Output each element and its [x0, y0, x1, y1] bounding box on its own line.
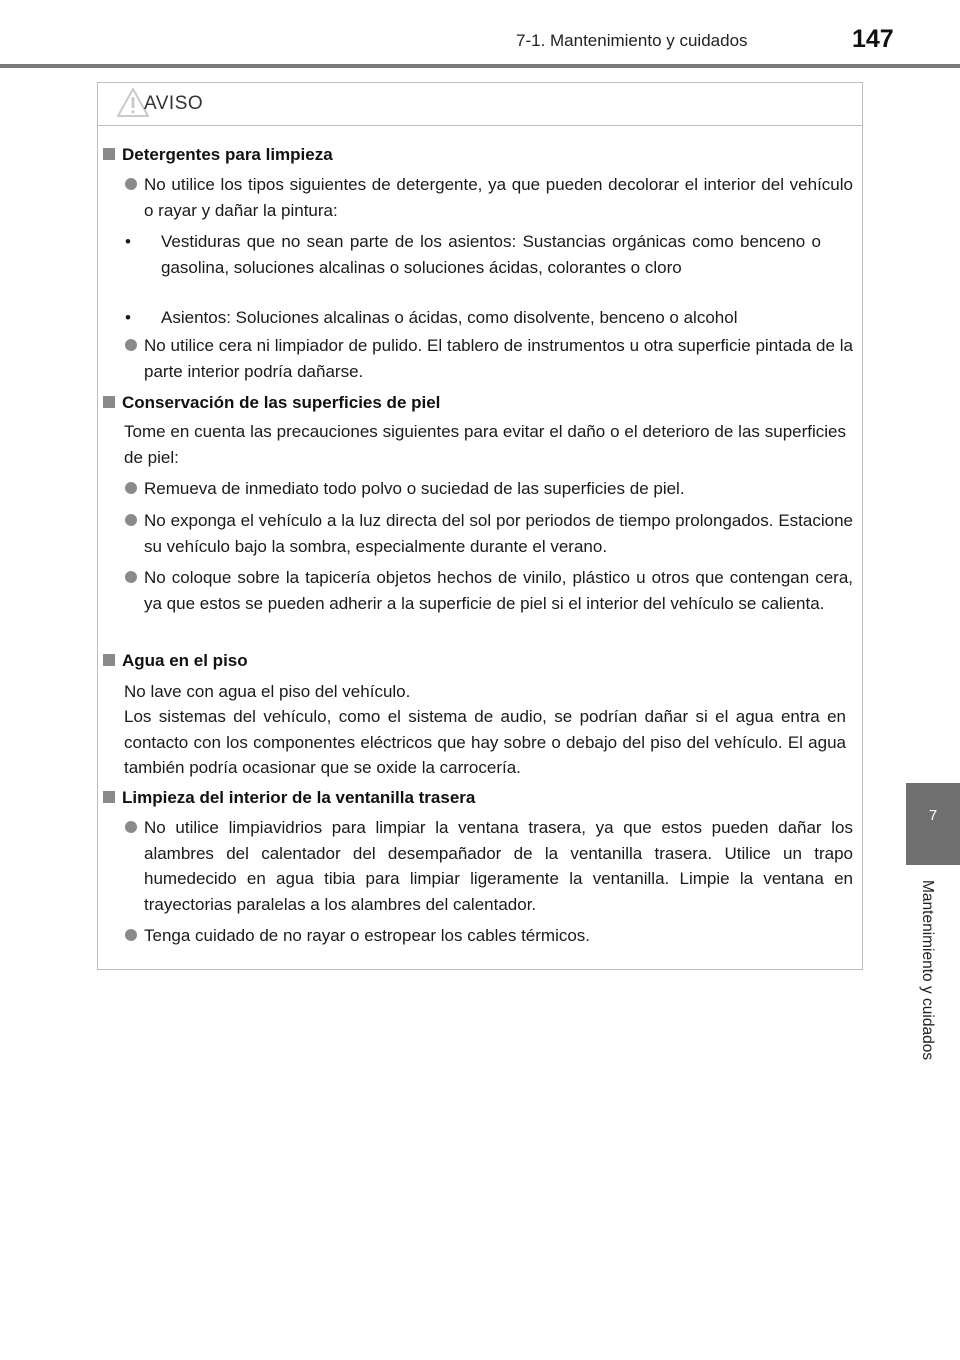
circle-bullet-icon — [125, 514, 137, 526]
circle-bullet-icon — [125, 178, 137, 190]
warning-notice — [97, 82, 863, 970]
circle-bullet-icon — [125, 571, 137, 583]
circle-bullet-icon — [125, 482, 137, 494]
circle-bullet-icon — [125, 821, 137, 833]
section-heading: Agua en el piso — [103, 648, 248, 674]
sub-item: • Vestiduras que no sean parte de los asientos: Sustancias orgánicas como benceno o gasolina, soluciones alcalinas o soluciones ácidas, colorantes o cloro — [125, 232, 821, 277]
chapter-number: 7 — [928, 807, 938, 824]
header-divider — [0, 64, 960, 68]
section-title: 7-1. Mantenimiento y cuidados — [516, 31, 748, 50]
chapter-label: Mantenimiento y cuidados — [919, 880, 936, 1061]
sub-item: • Asientos: Soluciones alcalinas o ácidas, como disolvente, benceno o alcohol — [125, 308, 738, 327]
bullet-item: Remueva de inmediato todo polvo o suciedad de las superficies de piel. — [125, 476, 853, 502]
bullet-item: Tenga cuidado de no rayar o estropear los cables térmicos. — [125, 923, 853, 949]
square-bullet-icon — [103, 654, 115, 666]
square-bullet-icon — [103, 791, 115, 803]
page-number: 147 — [852, 25, 894, 53]
circle-bullet-icon — [125, 929, 137, 941]
notice-header — [98, 83, 862, 126]
section-heading: Limpieza del interior de la ventanilla trasera — [103, 785, 475, 811]
chapter-tab — [906, 783, 960, 865]
notice-title: AVISO — [144, 93, 204, 114]
paragraph: No lave con agua el piso del vehículo. — [124, 682, 411, 701]
square-bullet-icon — [103, 148, 115, 160]
page-header — [0, 0, 960, 70]
bullet-item: No utilice limpiavidrios para limpiar la ventana trasera, ya que estos pueden dañar los alambres del calentador del desempañador de la ventanilla trasera. Utilice un trapo humedecido en agua tibia para limpiar ligeramente la ventanilla. Limpie la ventana en trayectorias paralelas a los alambres del calentador. — [125, 815, 853, 917]
section-heading: Detergentes para limpieza — [103, 142, 333, 168]
bullet-item: No utilice los tipos siguientes de detergente, ya que pueden decolorar el interior del vehículo o rayar y dañar la pintura: — [125, 172, 853, 223]
paragraph: Los sistemas del vehículo, como el sistema de audio, se podrían dañar si el agua entra en contacto con los componentes eléctricos que hay sobre o debajo del piso del vehículo. El agua también podría ocasionar que se oxide la carrocería. — [124, 707, 846, 777]
circle-bullet-icon — [125, 339, 137, 351]
section-heading: Conservación de las superficies de piel — [103, 390, 440, 416]
section-intro: Tome en cuenta las precauciones siguientes para evitar el daño o el deterioro de las superficies de piel: — [124, 422, 846, 467]
bullet-item: No utilice cera ni limpiador de pulido. El tablero de instrumentos u otra superficie pintada de la parte interior podría dañarse. — [125, 333, 853, 384]
bullet-item: No exponga el vehículo a la luz directa del sol por periodos de tiempo prolongados. Estacione su vehículo bajo la sombra, especialmente durante el verano. — [125, 508, 853, 559]
square-bullet-icon — [103, 396, 115, 408]
bullet-item: No coloque sobre la tapicería objetos hechos de vinilo, plástico u otros que contengan cera, ya que estos se pueden adherir a la superficie de piel si el interior del vehículo se calienta. — [125, 565, 853, 616]
